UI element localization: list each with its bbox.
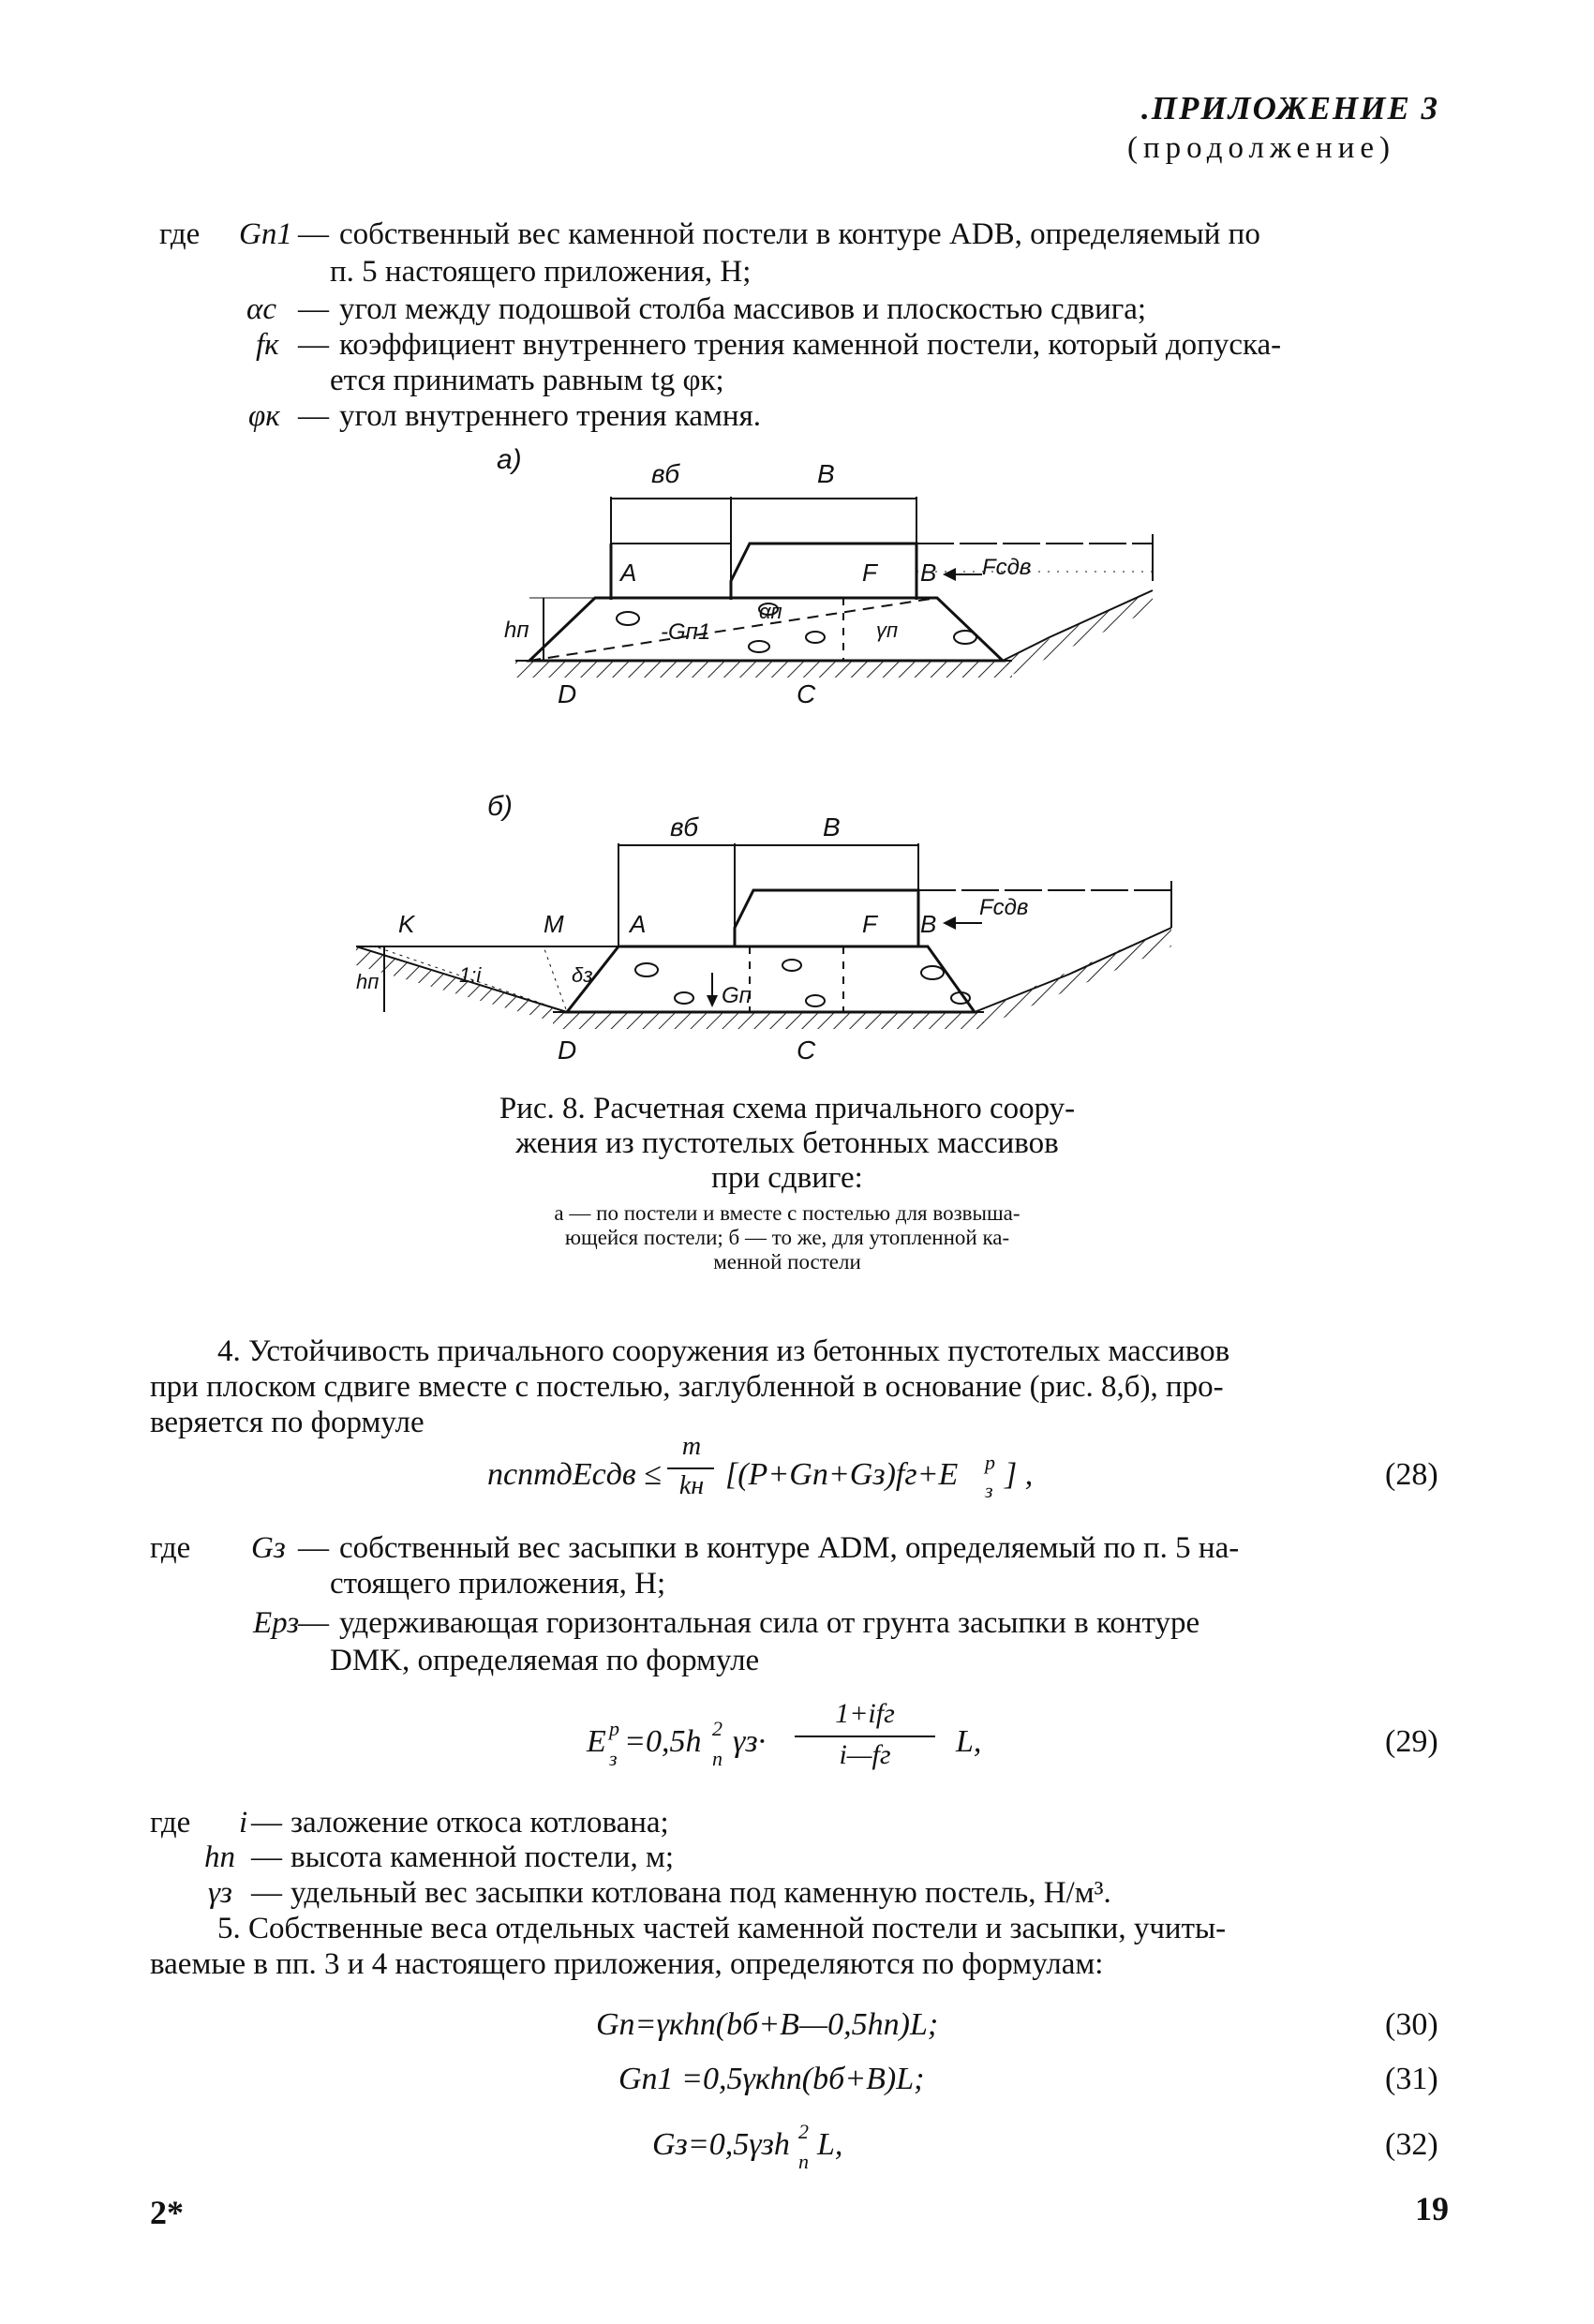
diagram-a <box>504 459 1153 708</box>
formula-28-lhs: nсnmдEсдв ≤ <box>487 1457 662 1492</box>
dim-B-b: В <box>823 812 841 842</box>
formula-28-end: ] , <box>1005 1457 1034 1492</box>
formula-29-frac-bar <box>795 1736 935 1737</box>
diagram-b <box>356 812 1171 1065</box>
weight-Gn1-a: -Gп1 <box>661 619 711 645</box>
formula-28-number: (28) <box>1385 1457 1438 1492</box>
def-symbol: γз <box>208 1876 232 1910</box>
point-B-b: B <box>920 910 937 938</box>
dim-b6-b: вб <box>670 812 699 842</box>
dim-B-a: В <box>817 459 835 488</box>
formula-30: Gп=γкhп(bб+B—0,5hп)L; <box>596 2007 939 2042</box>
dim-b6-a: вб <box>651 459 680 488</box>
formula-29-mid2: γз· <box>733 1724 767 1759</box>
label-hn-b: hп <box>356 970 380 993</box>
def-symbol: Eрз <box>253 1606 300 1640</box>
def-symbol: φк <box>248 399 280 433</box>
def-text-cont: п. 5 настоящего приложения, Н; <box>330 255 752 289</box>
def-text-cont: DMK, определяемая по формуле <box>330 1644 760 1677</box>
formula-29-mid: =0,5h <box>624 1724 702 1759</box>
formula-29-frac-den: i—fг <box>839 1739 891 1770</box>
def-text: удерживающая горизонтальная сила от грунта засыпки в контуре <box>339 1606 1200 1640</box>
formula-32-sup: 2 <box>798 2120 809 2143</box>
def-text: удельный вес засыпки котлована под каменную постель, Н/м³. <box>290 1876 1111 1910</box>
caption-line: Рис. 8. Расчетная схема причального соору- <box>499 1092 1076 1125</box>
formula-29-mid-sub: п <box>712 1747 723 1770</box>
def-dash: — <box>298 1531 329 1565</box>
point-A-b: A <box>630 910 647 938</box>
angle-alpha-a: αп <box>759 600 782 623</box>
paragraph-4-line: 4. Устойчивость причального сооружения из бетонных пустотелых массивов <box>217 1334 1230 1368</box>
formula-28-frac-bar <box>667 1467 714 1469</box>
def-text: собственный вес каменной постели в контуре ADB, определяемый по <box>339 217 1260 251</box>
def-symbol: αс <box>246 292 276 326</box>
point-K-b: K <box>398 910 415 938</box>
label-hn-a: hп <box>504 618 529 643</box>
def-symbol: Gз <box>251 1531 286 1565</box>
formula-29-number: (29) <box>1385 1724 1438 1759</box>
appendix-title: .ПРИЛОЖЕНИЕ 3 <box>1141 90 1440 127</box>
formula-29-lhs-sup: р <box>609 1717 619 1740</box>
formula-29-mid-sup: 2 <box>712 1717 723 1740</box>
formula-32-sub: п <box>798 2150 809 2173</box>
def-text: заложение откоса котлована; <box>290 1806 669 1840</box>
point-F-b: F <box>862 910 877 938</box>
def-text: собственный вес засыпки в контуре ADM, определяемый по п. 5 на- <box>339 1531 1240 1565</box>
delta-label-b: δз <box>572 963 593 987</box>
def-dash: — <box>298 399 329 433</box>
figure-caption <box>356 1092 1218 1196</box>
figure-8-diagram <box>356 440 1181 1125</box>
def-text-cont: стоящего приложения, Н; <box>330 1567 666 1601</box>
caption-line: при сдвиге: <box>711 1161 863 1195</box>
formula-29-lhs: E <box>587 1724 606 1759</box>
def-text: угол между подошвой столба массивов и плоскостью сдвига; <box>339 292 1147 326</box>
formula-32-end: L, <box>817 2127 843 2162</box>
def-text-cont: ется принимать равным tg φк; <box>330 364 724 397</box>
figure-caption-sub <box>356 1201 1218 1274</box>
def-text: высота каменной постели, м; <box>290 1840 675 1874</box>
def-symbol: i <box>239 1806 248 1840</box>
label-a: а) <box>497 444 522 475</box>
def-dash: — <box>298 1606 329 1640</box>
paragraph-5-line: 5. Собственные веса отдельных частей каменной постели и засыпки, учиты- <box>217 1912 1227 1945</box>
formula-28-rhs: [(P+Gп+Gз)fг+E <box>725 1457 959 1492</box>
point-M-b: M <box>544 910 564 938</box>
formula-31-number: (31) <box>1385 2062 1438 2096</box>
formula-29-lhs-sub: з <box>609 1747 618 1770</box>
def-symbol: Gп1 <box>239 217 292 251</box>
slope-label-b: 1:i <box>459 963 482 987</box>
footer-signature-mark: 2* <box>150 2194 184 2231</box>
appendix-subtitle: (продолжение) <box>1127 131 1395 165</box>
paragraph-4-line: веряется по формуле <box>150 1406 425 1439</box>
def-symbol: fк <box>256 328 279 362</box>
point-F-a: F <box>862 559 877 587</box>
formula-31: Gп1 =0,5γкhп(bб+B)L; <box>618 2062 925 2096</box>
formula-28-sub: з <box>985 1479 993 1502</box>
formula-32: Gз=0,5γзh <box>652 2127 790 2162</box>
formula-30-number: (30) <box>1385 2007 1438 2042</box>
formula-28-frac-num: m <box>681 1432 702 1461</box>
where-label: где <box>150 1531 191 1565</box>
page-number: 19 <box>1415 2190 1449 2227</box>
formula-32-number: (32) <box>1385 2127 1438 2162</box>
weight-Gn-b: Gп <box>722 983 752 1008</box>
formula-29-end: L, <box>956 1724 982 1759</box>
def-dash: — <box>251 1876 282 1910</box>
def-dash: — <box>251 1840 282 1874</box>
caption-sub-line: ющейся постели; б — то же, для утопленной ка- <box>564 1226 1010 1249</box>
point-D-b: D <box>558 1035 577 1065</box>
where-label: где <box>150 1806 191 1840</box>
point-A-a: A <box>620 559 637 587</box>
point-B-a: B <box>920 559 937 587</box>
formula-28-sup: р <box>985 1451 995 1474</box>
point-C-b: C <box>797 1035 816 1065</box>
paragraph-4-line: при плоском сдвиге вместе с постелью, заглубленной в основание (рис. 8,б), про- <box>150 1370 1224 1404</box>
point-C-a: C <box>797 679 816 708</box>
caption-line: жения из пустотелых бетонных массивов <box>515 1126 1059 1160</box>
formula-28-frac-den: kн <box>678 1471 705 1500</box>
caption-sub-line: менной постели <box>713 1250 861 1274</box>
point-D-a: D <box>558 679 577 708</box>
def-symbol: hп <box>204 1840 235 1874</box>
paragraph-5-line: ваемые в пп. 3 и 4 настоящего приложения, определяются по формулам: <box>150 1947 1104 1981</box>
gamma-n-a: γп <box>876 618 899 642</box>
def-dash: — <box>298 217 329 251</box>
def-text: угол внутреннего трения камня. <box>339 399 762 433</box>
def-dash: — <box>298 328 329 362</box>
def-dash: — <box>251 1806 282 1840</box>
caption-sub-line: а — по постели и вместе с постелью для возвыша- <box>554 1201 1020 1225</box>
where-label: где <box>159 217 201 251</box>
formula-29-frac-num: 1+ifг <box>835 1698 895 1729</box>
def-dash: — <box>298 292 329 326</box>
label-b: б) <box>487 791 513 822</box>
def-text: коэффициент внутреннего трения каменной постели, который допуска- <box>339 328 1282 362</box>
force-Fsdv-a: Fсдв <box>982 555 1032 580</box>
force-Fsdv-b: Fсдв <box>979 895 1029 920</box>
